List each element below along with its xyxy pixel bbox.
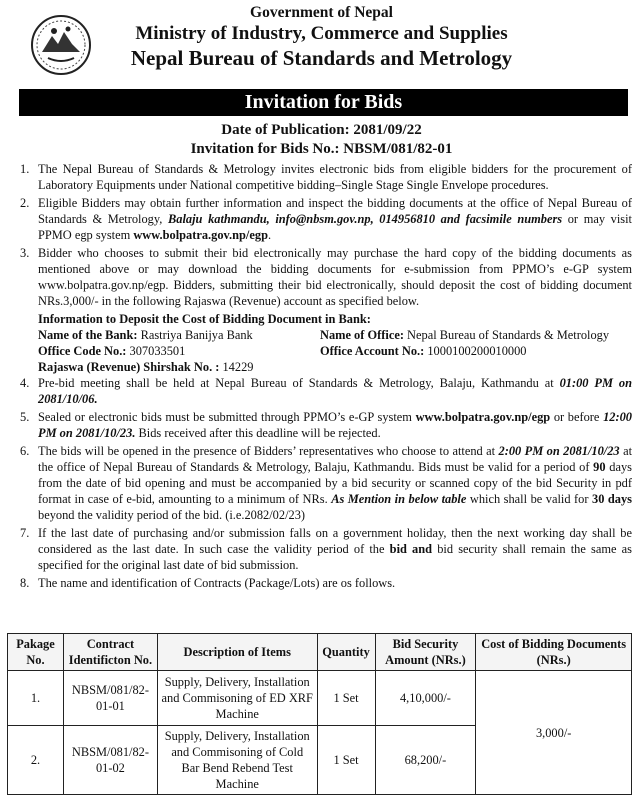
col-cost-documents: Cost of Bidding Documents (NRs.) xyxy=(476,634,632,671)
item-text xyxy=(38,576,395,590)
col-quantity: Quantity xyxy=(317,634,375,671)
item-text-segment: Eligible Bidders may obtain further information and inspect the bidding documents at the office of Nepal Bureau of Standards & Metrology, xyxy=(38,196,632,226)
item-quantity: 1 Set xyxy=(317,726,375,795)
item-text-segment: or before xyxy=(550,410,604,424)
item-text-segment: or may visit PPMO egp system xyxy=(38,212,633,242)
package-no: 2. xyxy=(8,726,64,795)
item-text-segment: Balaju kathmandu, info@nbsm.gov.np, 014956810 and facsimile numbers xyxy=(168,212,563,226)
item-number: 3. xyxy=(20,246,30,260)
item-description: Supply, Delivery, Installation and Commisoning of ED XRF Machine xyxy=(157,671,317,726)
item-text xyxy=(38,410,632,440)
item-text-segment: Sealed or electronic bids must be submitted through PPMO’s e-GP system xyxy=(38,410,416,424)
item-text-segment: www.bolpatra.gov.np/egp xyxy=(133,228,268,242)
notice-banner: Invitation for Bids xyxy=(19,89,628,116)
item-text-segment: 90 xyxy=(593,460,606,474)
office-code: Office Code No.: 307033501 xyxy=(38,344,186,358)
table-row xyxy=(8,671,632,726)
item-text-segment: Bidder who chooses to submit their bid electronically may purchase the hard copy of the bidding documents as mentioned above or may download the bidding documents for e-submission from PPMO’s e-GP system www.bolpatra.gov.np/egp. Bidders, submitting their bid electronically, should deposit the cost of bidding document NRs.3,000/- in the following Rajaswa (Revenue) account as specified below. xyxy=(38,246,632,308)
item-text-segment: Pre-bid meeting shall be held at Nepal Bureau of Standards & Metrology, Balaju, Kathmandu at xyxy=(38,376,560,390)
item-number: 2. xyxy=(20,196,30,210)
notice-item xyxy=(6,161,632,193)
item-text-segment: at the office of Nepal Bureau of Standards & Metrology, Balaju, Kathmandu. Bids must be valid for a period of xyxy=(38,444,633,474)
notice-dates xyxy=(0,121,643,159)
item-text-segment: www.bolpatra.gov.np/egp xyxy=(415,410,551,424)
col-bid-security: Bid Security Amount (NRs.) xyxy=(375,634,476,671)
item-text-segment: bid security shall remain the same as specified for the original last date of bid submission. xyxy=(38,542,632,572)
table-header-row xyxy=(8,634,632,671)
contract-id: NBSM/081/82-01-02 xyxy=(63,726,157,795)
item-text-segment: The bids will be opened in the presence of Bidders’ representatives who choose to attend at xyxy=(38,444,499,458)
bid-number: Invitation for Bids No.: NBSM/081/82-01 xyxy=(190,141,453,157)
item-number: 5. xyxy=(20,410,30,424)
publication-date: Date of Publication: 2081/09/22 xyxy=(221,122,422,138)
contract-id: NBSM/081/82-01-01 xyxy=(63,671,157,726)
col-description: Description of Items xyxy=(157,634,317,671)
item-text-segment: beyond the validity period of the bid. (i.e.2082/02/23) xyxy=(38,508,306,522)
bank-name: Name of the Bank: Rastriya Banijya Bank xyxy=(38,328,253,342)
item-text-segment: If the last date of purchasing and/or submission falls on a government holiday, then the next working day shall be considered as the last date. In such case the validity period of the xyxy=(38,526,632,556)
item-text xyxy=(38,376,632,406)
item-number: 1. xyxy=(20,162,30,176)
item-text-segment: 01:00 PM on 2081/10/06. xyxy=(38,376,633,406)
item-text-segment: days from the date of bid opening and must be accompanied by a bid security or scanned copy of the bid Security in pdf format in case of e-bid, amounting to a minimum of NRs. xyxy=(38,460,632,506)
letterhead xyxy=(0,4,643,71)
government-title: Government of Nepal xyxy=(250,4,393,21)
notice-item xyxy=(6,375,632,407)
item-text xyxy=(38,246,632,308)
item-text xyxy=(38,162,632,192)
contracts-table xyxy=(7,633,632,795)
rajaswa-shirshak: Rajaswa (Revenue) Shirshak No. : 14229 xyxy=(38,360,254,374)
notice-item xyxy=(6,575,632,591)
bid-security-amount: 68,200/- xyxy=(375,726,476,795)
item-text-segment: 12:00 PM on 2081/10/23. xyxy=(38,410,632,440)
notice-item xyxy=(6,195,632,243)
col-contract-id: Contract Identificton No. xyxy=(63,634,157,671)
item-text-segment: 2:00 PM on 2081/10/23 xyxy=(498,444,620,458)
item-number: 7. xyxy=(20,526,30,540)
item-text xyxy=(38,196,632,242)
item-text-segment: which shall be valid for xyxy=(466,492,592,506)
item-text-segment: The Nepal Bureau of Standards & Metrology invites electronic bids from eligible bidders for the procurement of Laboratory Equipments under National competitive bidding–Single Stage Single Envelope procedures. xyxy=(38,162,632,192)
notice-item xyxy=(6,443,632,523)
bank-info-title: Information to Deposit the Cost of Bidding Document in Bank: xyxy=(38,312,371,326)
col-package-no: Pakage No. xyxy=(8,634,64,671)
office-name: Name of Office: Nepal Bureau of Standards & Metrology xyxy=(320,328,610,342)
bid-security-amount: 4,10,000/- xyxy=(375,671,476,726)
package-no: 1. xyxy=(8,671,64,726)
item-text-segment: The name and identification of Contracts (Package/Lots) are os follows. xyxy=(38,576,396,590)
item-number: 6. xyxy=(20,444,30,458)
ministry-title: Ministry of Industry, Commerce and Supplies xyxy=(135,23,508,44)
item-text xyxy=(38,526,632,572)
notice-item xyxy=(6,409,632,441)
notice-items xyxy=(6,161,632,593)
bank-info xyxy=(6,311,632,375)
bureau-title: Nepal Bureau of Standards and Metrology xyxy=(130,46,513,70)
item-number: 4. xyxy=(20,376,30,390)
item-text-segment: As Mention in below table xyxy=(331,492,467,506)
item-description: Supply, Delivery, Installation and Commisoning of Cold Bar Bend Rebend Test Machine xyxy=(157,726,317,795)
item-text-segment: bid and xyxy=(389,542,433,556)
item-text-segment: 30 days xyxy=(592,492,632,506)
item-text xyxy=(38,444,632,522)
item-quantity: 1 Set xyxy=(317,671,375,726)
office-account: Office Account No.: 1000100200010000 xyxy=(320,344,527,358)
item-text-segment: . xyxy=(267,228,272,242)
item-number: 8. xyxy=(20,576,30,590)
item-text-segment: Bids received after this deadline will be rejected. xyxy=(135,426,381,440)
notice-item xyxy=(6,245,632,309)
notice-item xyxy=(6,525,632,573)
cost-of-documents: 3,000/- xyxy=(476,671,632,795)
